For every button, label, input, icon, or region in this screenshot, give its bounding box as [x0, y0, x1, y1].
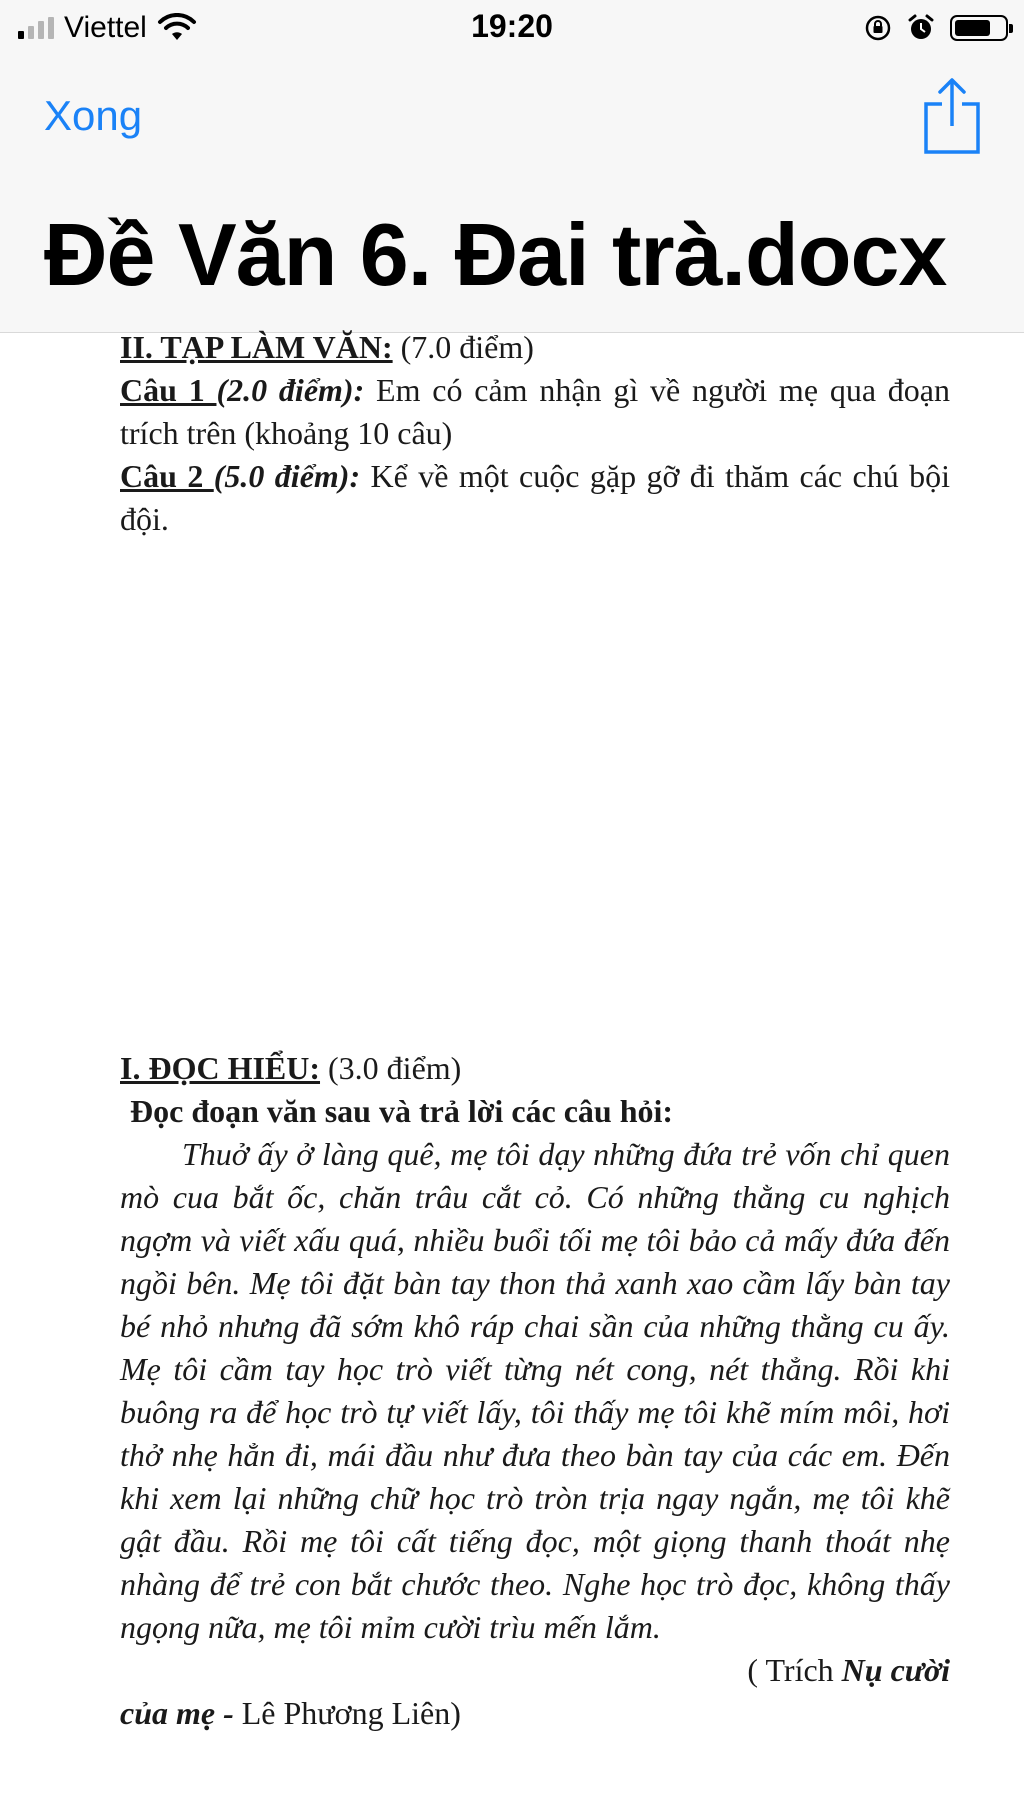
section-2-heading: II. TẠP LÀM VĂN: [120, 329, 393, 365]
battery-icon [950, 15, 1008, 41]
reading-passage: Thuở ấy ở làng quê, mẹ tôi dạy những đứa trẻ vốn chỉ quen mò cua bắt ốc, chăn trâu cắt cỏ. Có những thằng cu nghịch ngợm và viết xấu quá, nhiều buổi tối mẹ tôi bảo cả mấy đứa đến ngồi bên. Mẹ tôi đặt bàn tay thon thả xanh xao cầm lấy bàn tay bé nhỏ nhưng đã sớm khô ráp chai sần của những thằng cu ấy. Mẹ tôi cầm tay học trò viết từng nét cong, nét thẳng. Rồi khi buông ra để học trò tự viết lấy, tôi thấy mẹ tôi khẽ mím môi, hơi thở nhẹ hẳn đi, mái đầu như đưa theo bàn tay của các em. Đến khi xem lại những chữ học trò tròn trịa ngay ngắn, mẹ tôi khẽ gật đầu. Rồi mẹ tôi cất tiếng đọc, một giọng thanh thoát nhẹ nhàng để trẻ con bắt chước theo. Nghe học trò đọc, không thấy ngọng nữa, mẹ tôi mỉm cười trìu mến lắm. [120, 1136, 950, 1645]
status-right [864, 10, 1008, 46]
source-work-title: Nụ cười [841, 1652, 950, 1688]
status-bar [0, 0, 1024, 56]
section-2-heading-line [120, 326, 950, 369]
question-2-label: Câu 2 [120, 458, 214, 494]
orientation-lock-icon [864, 14, 892, 42]
question-1-points: (2.0 điểm): [216, 372, 365, 408]
document-title: Đề Văn 6. Đai trà.docx [44, 205, 947, 304]
source-author: Lê Phương Liên) [233, 1695, 461, 1731]
section-1-points: (3.0 điểm) [320, 1050, 462, 1086]
question-2 [120, 455, 950, 541]
section-1-heading-line [120, 1047, 950, 1090]
section-1-heading: I. ĐỌC HIỂU: [120, 1050, 321, 1086]
passage-source-cont [120, 1692, 950, 1735]
alarm-icon [906, 13, 936, 43]
question-1 [120, 369, 950, 455]
reading-instruction: Đọc đoạn văn sau và trả lời các câu hỏi: [130, 1093, 674, 1129]
document-header [0, 56, 1024, 333]
question-1-text: Em có cảm nhận gì về người mẹ qua đoạn trích trên (khoảng 10 câu) [120, 372, 951, 451]
done-button[interactable]: Xong [44, 92, 143, 139]
source-work-title-cont: của mẹ - [120, 1695, 234, 1731]
section-2-points: (7.0 điểm) [392, 329, 534, 365]
passage-source [120, 1649, 950, 1692]
question-1-label: Câu 1 [120, 372, 217, 408]
question-2-points: (5.0 điểm): [213, 458, 361, 494]
section-reading [120, 1047, 950, 1735]
question-2-text: Kể về một cuộc gặp gỡ đi thăm các chú bội đội. [120, 458, 951, 537]
source-prefix: ( Trích [747, 1652, 842, 1688]
carrier-name: Viettel [64, 11, 147, 44]
status-time: 19:20 [471, 8, 553, 44]
share-icon[interactable] [922, 76, 982, 156]
section-writing [120, 326, 950, 541]
